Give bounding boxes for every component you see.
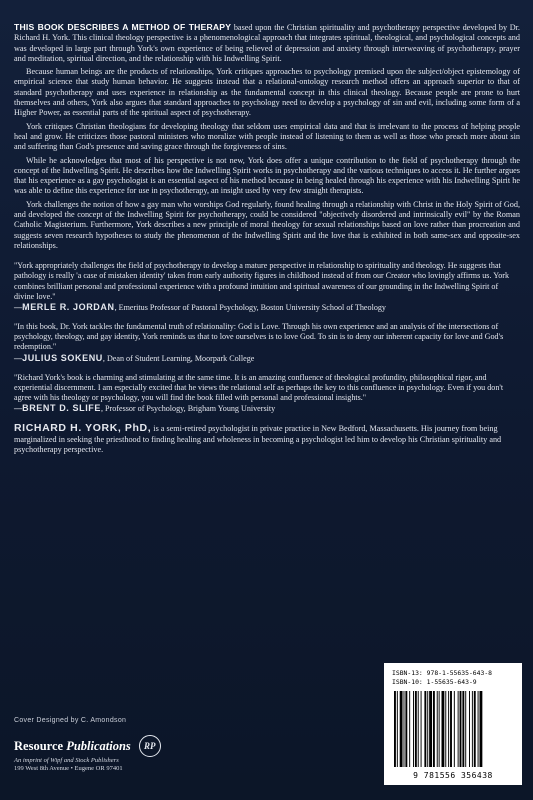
- isbn-13: ISBN-13: 978-1-55635-643-8: [392, 669, 493, 677]
- publisher-name-part-1: Resource: [14, 738, 67, 753]
- publisher-name-part-2: Publications: [66, 738, 131, 753]
- endorsements: [14, 261, 520, 414]
- description-paragraph-2: Because human beings are the products of relationships, York critiques approaches to psychology premised upon the subject/object epistemology of empirical science that study human behavior. He suggests instead that a relational-ontology research method offers an approach superior to that of standard psychotherapy and uses experience in relationship as the fundamental concept in this clinical theology. Because people are prone to hurt themselves and others, York also argues that standard approaches to psychology need to develop a psychology of sin and evil, including some form of a Higher Power, as essential parts of the spiritual aspect of psychotherapy.: [14, 67, 520, 118]
- endorsement-slife: [14, 373, 520, 415]
- endorsement-attribution: [14, 403, 520, 414]
- back-cover-text: [14, 22, 520, 464]
- endorser-name: JULIUS SOKENU: [22, 352, 103, 363]
- description-lead: THIS BOOK DESCRIBES A METHOD OF THERAPY: [14, 22, 232, 32]
- description-paragraph-1: [14, 22, 520, 64]
- endorser-affiliation: , Emeritus Professor of Pastoral Psychology, Boston University School of Theology: [114, 303, 386, 313]
- endorsement-text: "Richard York's book is charming and stimulating at the same time. It is an amazing confluence of theological profundity, philosophical rigor, and experiential discernment. I am especially excited that he views the relational self as perhaps the key to this confluence in psychology. Even if you don't agree with his theology or psychology, you will find the book filled with personal and professional insights.": [14, 372, 504, 403]
- attribution-dash: —: [14, 353, 23, 363]
- barcode-digits: 9 781556 356438: [413, 771, 493, 780]
- description-paragraph-4: While he acknowledges that most of his perspective is not new, York does offer a unique contribution to the field of psychotherapy through the concept of the Indwelling Spirit. He describes how the Indwelling Spirit works in psychotherapy and the various techniques to access it. He further argues that his experience as a gay psychologist is an essential aspect of his method because in being healed through his experience with his Indwelling Spirit he was able to define this experience for use in psychotherapy, an insight used by very few straight therapists.: [14, 155, 520, 196]
- description-paragraph-5: York challenges the notion of how a gay man who worships God regularly, found healing through a relationship with Christ in the Holy Spirit of God, and developed the concept of the Indwelling Spirit for psychotherapy, could be considered "objectively disordered and intrinsically evil" by the Roman Catholic Magisterium. Furthermore, York describes a new principle of moral theology for sexual relationships based on love rather than procreation and suggests seven research hypotheses to study the phenomenon of the Indwelling Spirit and the love that is exhibited in both same-sex and opposite-sex relationships.: [14, 199, 520, 250]
- endorsement-jordan: [14, 261, 520, 313]
- endorsement-sokenu: [14, 322, 520, 364]
- description-p1-text: based upon the Christian spirituality and psychotherapy perspective developed by Dr. Richard H. York. This clinical theology perspective is a phenomenological approach that integrates spiritual, theological, and psychological concepts and was developed in large part through York's own experience of being relieved of depression and anxiety through interweaving of psychotherapy, prayer and meditation, spiritual direction, and the relationship with his Indwelling Spirit.: [14, 23, 520, 63]
- cover-design-credit: Cover Designed by C. Amondson: [14, 717, 127, 724]
- publisher-address: 199 West 8th Avenue • Eugene OR 97401: [14, 765, 123, 772]
- book-description: [14, 22, 520, 251]
- isbn-numbers: [384, 663, 522, 686]
- publisher-name: [14, 739, 131, 754]
- attribution-dash: —: [14, 303, 23, 313]
- barcode-panel: [384, 663, 522, 785]
- endorser-name: MERLE R. JORDAN: [22, 302, 115, 313]
- isbn-10: ISBN-10: 1-55635-643-9: [392, 677, 477, 686]
- endorser-affiliation: , Professor of Psychology, Brigham Young University: [101, 404, 276, 414]
- endorsement-text: "In this book, Dr. York tackles the fundamental truth of relationality: God is Love. Through his own experience and an analysis of the intersections of psychology, theology, and gay identity, York reminds us that to love ourselves is to love God. To sin is to deny our inherent capacity for love and God's redemption.": [14, 322, 504, 352]
- description-paragraph-3: York critiques Christian theologians for developing theology that seldom uses empirical data and that is irrelevant to the process of helping people heal and grow. He criticizes those pastoral ministers who moralize with people instead of listening to them as well as those who preach more about sin and suffering than God's presence and saving grace through the forgiveness of sins.: [14, 121, 520, 152]
- endorsement-text: "York appropriately challenges the field of psychotherapy to develop a mature perspective in relationship to spirituality and theology. He suggests that pathology is really 'a case of mistaken identity' taken from early authority figures in childhood instead of from our Creator who lovingly affirms us. York combines brilliant personal and professional experience with a profound intuition and spiritual awareness of our grounding in the Indwelling Spirit of divine love.": [14, 261, 510, 301]
- barcode-icon: [392, 691, 514, 773]
- endorser-affiliation: , Dean of Student Learning, Moorpark College: [102, 353, 255, 363]
- endorsement-attribution: [14, 353, 520, 364]
- imprint-line: An imprint of Wipf and Stock Publishers: [14, 757, 119, 764]
- publisher-imprint: [14, 735, 224, 773]
- author-bio-text: is a semi-retired psychologist in private practice in New Bedford, Massachusetts. His journey from being marginalized in seeking the priesthood to finding healing and wholeness in becoming a psychologist led him to develop his Christian spirituality and psychotherapy perspective.: [14, 424, 502, 455]
- author-bio: [14, 423, 520, 455]
- endorser-name: BRENT D. SLIFE: [22, 403, 101, 414]
- publisher-brand: [14, 735, 224, 757]
- attribution-dash: —: [14, 404, 23, 414]
- endorsement-attribution: [14, 302, 520, 313]
- publisher-logo-icon: RP: [139, 735, 161, 757]
- author-name: RICHARD H. YORK, PhD,: [14, 422, 152, 435]
